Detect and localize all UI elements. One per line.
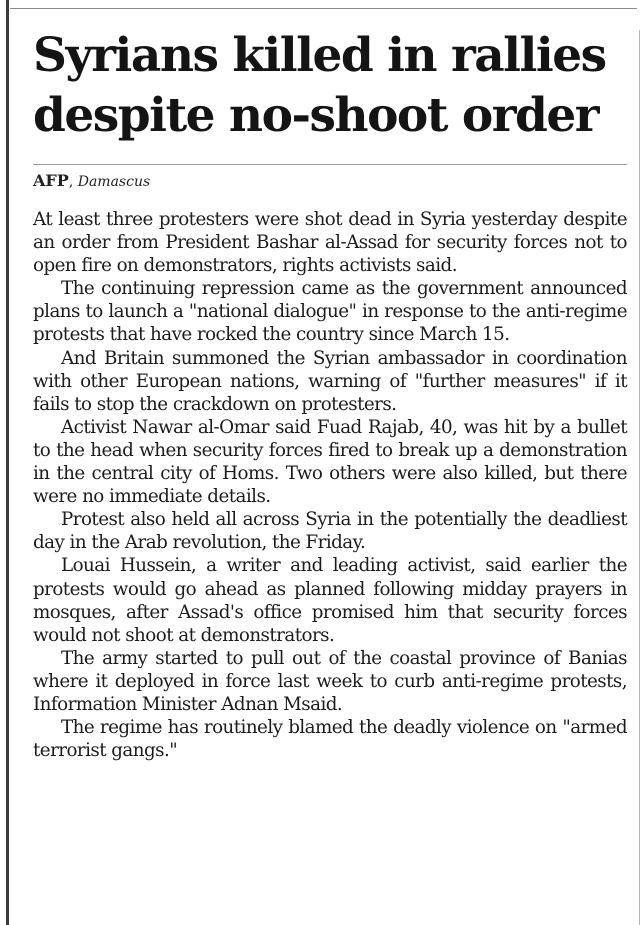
byline-dateline: Damascus [77,174,151,190]
article-paragraph: The army started to pull out of the coastal province of Banias where it deployed in force last week to curb anti-regime protests, Information Minister Adnan Msaid. [33,647,627,715]
byline-separator: , [68,174,78,190]
article-paragraph: Protest also held all across Syria in the potentially the deadliest day in the Arab revolution, the Friday. [33,509,627,554]
article-paragraph: And Britain summoned the Syrian ambassador in coordination with other European nations, warning of "further measures" if it fails to stop the crackdown on protesters. [33,347,627,415]
article-paragraph: The regime has routinely blamed the deadly violence on "armed terrorist gangs." [33,717,627,762]
article-body [33,208,627,762]
left-column-rule [6,0,9,925]
article-headline: Syrians killed in rallies despite no-shoot order [33,28,606,143]
news-article [33,26,627,762]
byline-divider [33,164,627,165]
byline-agency: AFP [33,171,69,190]
article-paragraph: Activist Nawar al-Omar said Fuad Rajab, 40, was hit by a bullet to the head when security forces fired to break up a demonstration in the central city of Homs. Two others were also killed, but there were no immediate details. [33,416,627,508]
article-paragraph: Louai Hussein, a writer and leading activist, said earlier the protests would go ahead as planned following midday prayers in mosques, after Assad's office promised him that security forces would not shoot at demonstrators. [33,555,627,646]
article-paragraph: At least three protesters were shot dead in Syria yesterday despite an order from President Bashar al-Assad for security forces not to open fire on demonstrators, rights activists said. [33,209,627,277]
right-column-rule [639,30,640,925]
top-border-rule [10,8,637,9]
article-paragraph: The continuing repression came as the government announced plans to launch a "national dialogue" in response to the anti-regime protests that have rocked the country since March 15. [33,278,627,346]
article-byline [33,171,627,192]
